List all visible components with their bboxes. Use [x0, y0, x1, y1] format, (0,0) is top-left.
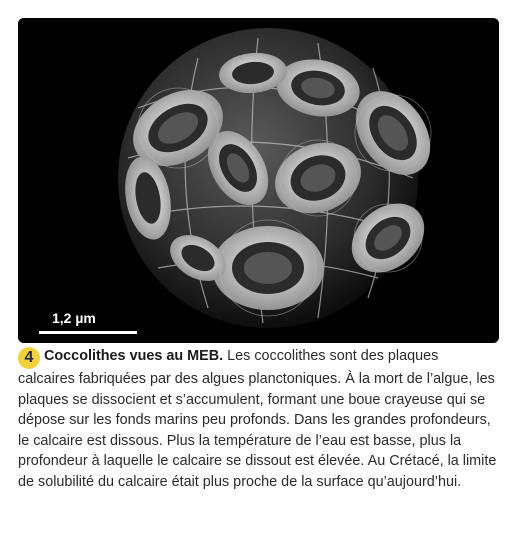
figure-number-badge: 4: [18, 347, 40, 369]
caption-title: Coccolithes vues au MEB.: [44, 348, 224, 364]
scale-bar: [39, 331, 137, 334]
coccolithophore-image: [18, 18, 499, 343]
scale-label: 1,2 µm: [52, 310, 96, 326]
sem-micrograph: [18, 18, 499, 343]
figure-caption: [18, 346, 498, 493]
caption-text: Les coccolithes sont des plaques calcaires fabriquées par des algues planctoniques. À la mort de l’algue, les plaques se dissocient et s’accumulent, formant une boue crayeuse qui se dépose sur les fonds marins peu profonds. Dans les grandes profondeurs, le calcaire est dissous. Plus la température de l’eau est basse, plus la profondeur à laquelle le calcaire se dissout est élevée. Au Crétacé, la limite de solubilité du calcaire était plus proche de la surface qu’aujourd’hui.: [18, 348, 497, 490]
